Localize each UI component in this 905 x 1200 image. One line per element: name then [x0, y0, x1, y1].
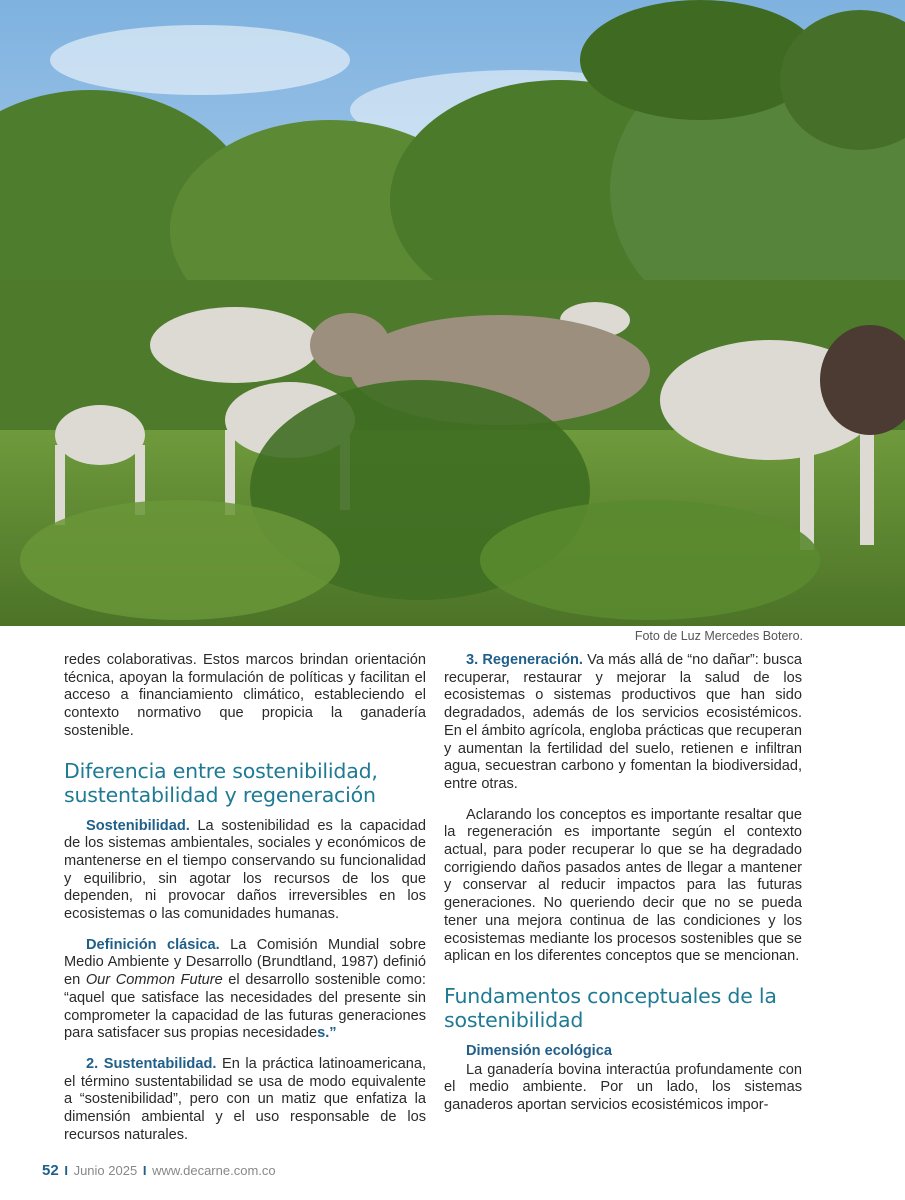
- right-column: [444, 652, 802, 1128]
- definicion-lead: Definición clásica.: [86, 936, 220, 953]
- issue-date: Junio 2025: [73, 1163, 138, 1178]
- page-number: 52: [42, 1162, 59, 1179]
- section-heading-fundamentos: Fundamentos conceptuales de la sostenibilidad: [444, 983, 777, 1032]
- footer-separator: I: [64, 1163, 68, 1178]
- sostenibilidad-body: La sostenibilidad es la capacidad de los sistemas ambientales, sociales y económicos de mantenerse en el tiempo conservando su funcionalidad y equilibrio, sin agotar los recursos de los que dependen, ni provocar daños irreversibles en los ecosistemas o las comunidades humanas.: [64, 817, 426, 923]
- aclarando-paragraph: Aclarando los conceptos es importante resaltar que la regeneración es importante según el contexto actual, para poder recuperar lo que se ha degradado corrigiendo daños pasados antes de llegar a mantener y conservar al reducir impactos para las futuras generaciones. No queriendo decir que no se pueda tener una mejora continua de las condiciones y los ecosistemas mediante los procesos sostenibles que se aplican en los diferentes conceptos que se mencionan.: [444, 806, 802, 965]
- left-column: [64, 652, 426, 1157]
- section-heading-differences: Diferencia entre sostenibilidad, sustentabilidad y regeneración: [64, 758, 378, 807]
- sustentabilidad-lead: 2. Sustentabilidad.: [86, 1055, 217, 1072]
- page-footer: [42, 1162, 276, 1179]
- photo-caption: Foto de Luz Mercedes Botero.: [634, 629, 803, 643]
- footer-separator: I: [142, 1163, 147, 1178]
- sostenibilidad-lead: Sostenibilidad.: [86, 817, 190, 834]
- regeneracion-paragraph: [444, 652, 802, 794]
- sustentabilidad-paragraph: [64, 1056, 426, 1145]
- sostenibilidad-paragraph: [64, 818, 426, 924]
- sustentabilidad-body: En la práctica latinoamericana, el término sustentabilidad se usa de modo equivalente a “sostenibilidad”, pero con un matiz que enfatiza la dimensión ambiental y el uso responsable de los recursos naturales.: [64, 1055, 427, 1143]
- definicion-end: s.”: [317, 1025, 337, 1042]
- regeneracion-lead: 3. Regeneración.: [466, 652, 583, 668]
- website-link[interactable]: www.decarne.com.co: [152, 1163, 276, 1178]
- ecologica-paragraph: La ganadería bovina interactúa profundamente con el medio ambiente. Por un lado, los sistemas ganaderos aportan servicios ecosistémicos impor-: [444, 1061, 802, 1114]
- definicion-paragraph: [64, 937, 426, 1043]
- subheading-dimension-ecologica: Dimensión ecológica: [466, 1042, 612, 1059]
- definicion-body-1: La Comisión Mundial sobre Medio Ambiente y Desarrollo (Brundtland, 1987) definió en: [64, 936, 427, 989]
- regeneracion-body: Va más allá de “no dañar”: busca recuperar, restaurar y mejorar la salud de los ecosistemas o sistemas productivos que han sido degradados, además de los servicios ecosistémicos. En el ámbito agrícola, engloba prácticas que recuperan y aumentan la fertilidad del suelo, retienen e infiltran agua, secuestran carbono y fomentan la biodiversidad, entre otras.: [444, 652, 802, 792]
- definicion-book-title: Our Common Future: [85, 972, 223, 989]
- definicion-body-2: el desarrollo sostenible como: “aquel que satisface las necesidades del presente sin comprometer la capacidad de las futuras generaciones para satisfacer sus propias necesidade: [64, 972, 426, 1042]
- intro-paragraph: redes colaborativas. Estos marcos brindan orientación técnica, apoyan la formulación de políticas y facilitan el acceso a financiamiento climático, estableciendo el contexto normativo que propicia la ganadería sostenible.: [64, 652, 426, 739]
